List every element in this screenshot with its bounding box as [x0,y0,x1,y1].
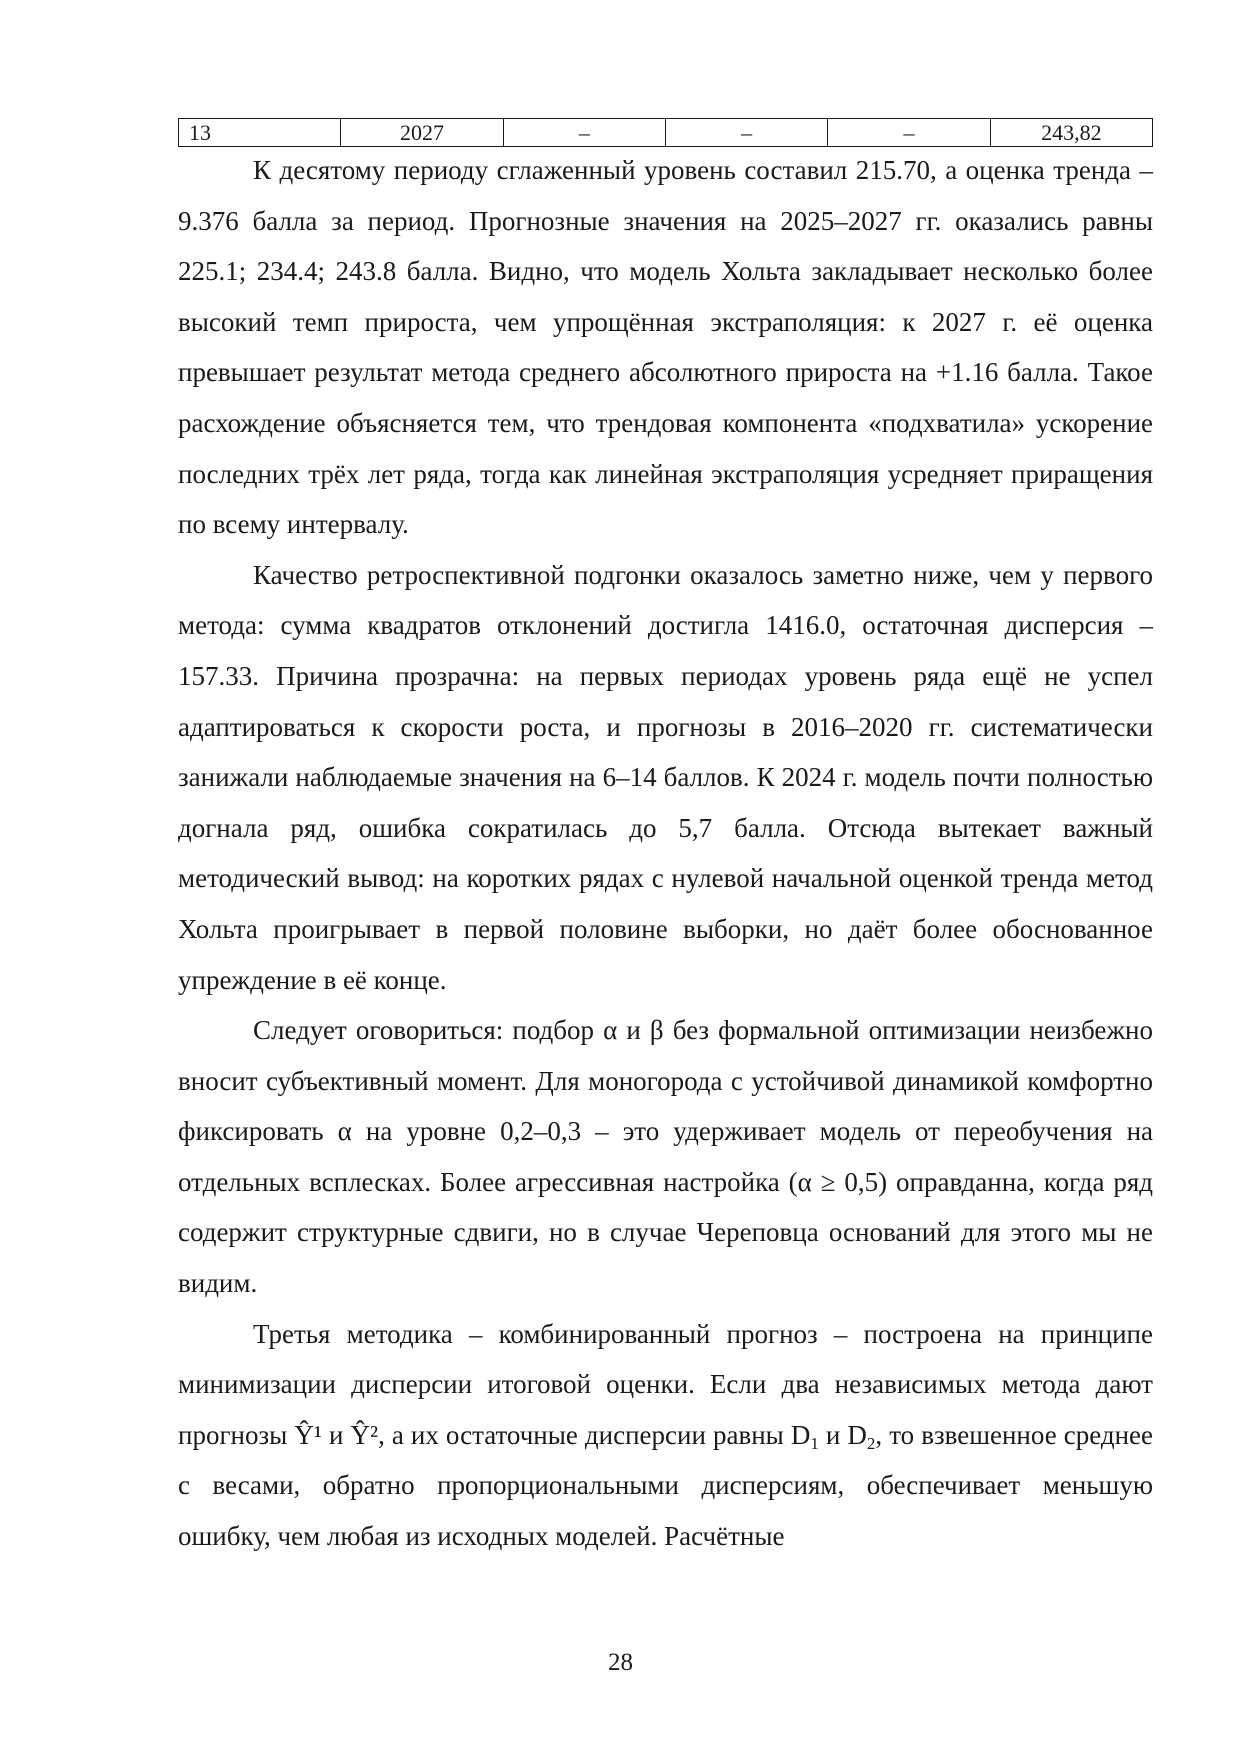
page-number: 28 [608,1649,633,1676]
forecast-table-fragment [178,118,1153,147]
text-run: и D [818,1419,867,1450]
subscript: 1 [810,1433,819,1453]
paragraph-holt-trend: К десятому периоду сглаженный уровень составил 215.70, а оценка тренда – 9.376 балла за период. Прогнозные значения на 2025–2027 гг. оказались равны 225.1; 234.4; 243.8 балла. Видно, что модель Хольта закладывает несколько более высокий темп прироста, чем упрощённая экстраполяция: к 2027 г. её оценка превышает результат метода среднего абсолютного прироста на +1.16 балла. Такое расхождение объясняется тем, что трендовая компонента «подхватила» ускорение последних трёх лет ряда, тогда как линейная экстраполяция усредняет приращения по всему интервалу. [178,155,1153,540]
table-row [179,119,1153,147]
paragraph-retrospective-fit: Качество ретроспективной подгонки оказалось заметно ниже, чем у первого метода: сумма квадратов отклонений достигла 1416.0, остаточная дисперсия – 157.33. Причина прозрачна: на первых периодах уровень ряда ещё не успел адаптироваться к скорости роста, и прогнозы в 2016–2020 гг. систематически занижали наблюдаемые значения на 6–14 баллов. К 2024 г. модель почти полностью догнала ряд, ошибка сократилась до 5,7 балла. Отсюда вытекает важный методический вывод: на коротких рядах с нулевой начальной оценкой тренда метод Хольта проигрывает в первой половине выборки, но даёт более обоснованное упреждение в её конце. [178,559,1153,995]
body-text [178,145,1153,1562]
paragraph-parameter-choice: Следует оговориться: подбор α и β без формальной оптимизации неизбежно вносит субъективный момент. Для моногорода с устойчивой динамикой комфортно фиксировать α на уровне 0,2–0,3 – это удерживает модель от переобучения на отдельных всплесках. Более агрессивная настройка (α ≥ 0,5) оправданна, когда ряд содержит структурные сдвиги, но в случае Череповца оснований для этого мы не видим. [178,1015,1153,1299]
text-run: , то взвешенное среднее с весами, обратно пропорциональными дисперсиям, обеспечивает меньшую ошибку, чем любая из исходных моделей. Расчётные [178,1419,1154,1552]
subscript: 2 [866,1433,876,1453]
table-cell: – [665,119,827,147]
table-cell: – [828,119,990,147]
table-cell-forecast: 243,82 [990,119,1152,147]
table-cell-period: 13 [179,119,341,147]
paragraph-combined-forecast [178,1309,1153,1562]
text-run: Третья методика – комбинированный прогноз – построена на принципе минимизации дисперсии итоговой оценки. Если два независимых метода дают прогнозы Ŷ¹ и Ŷ², а их остаточные дисперсии равны D [178,1318,1153,1450]
table-cell: – [503,119,665,147]
table-cell-year: 2027 [341,119,503,147]
